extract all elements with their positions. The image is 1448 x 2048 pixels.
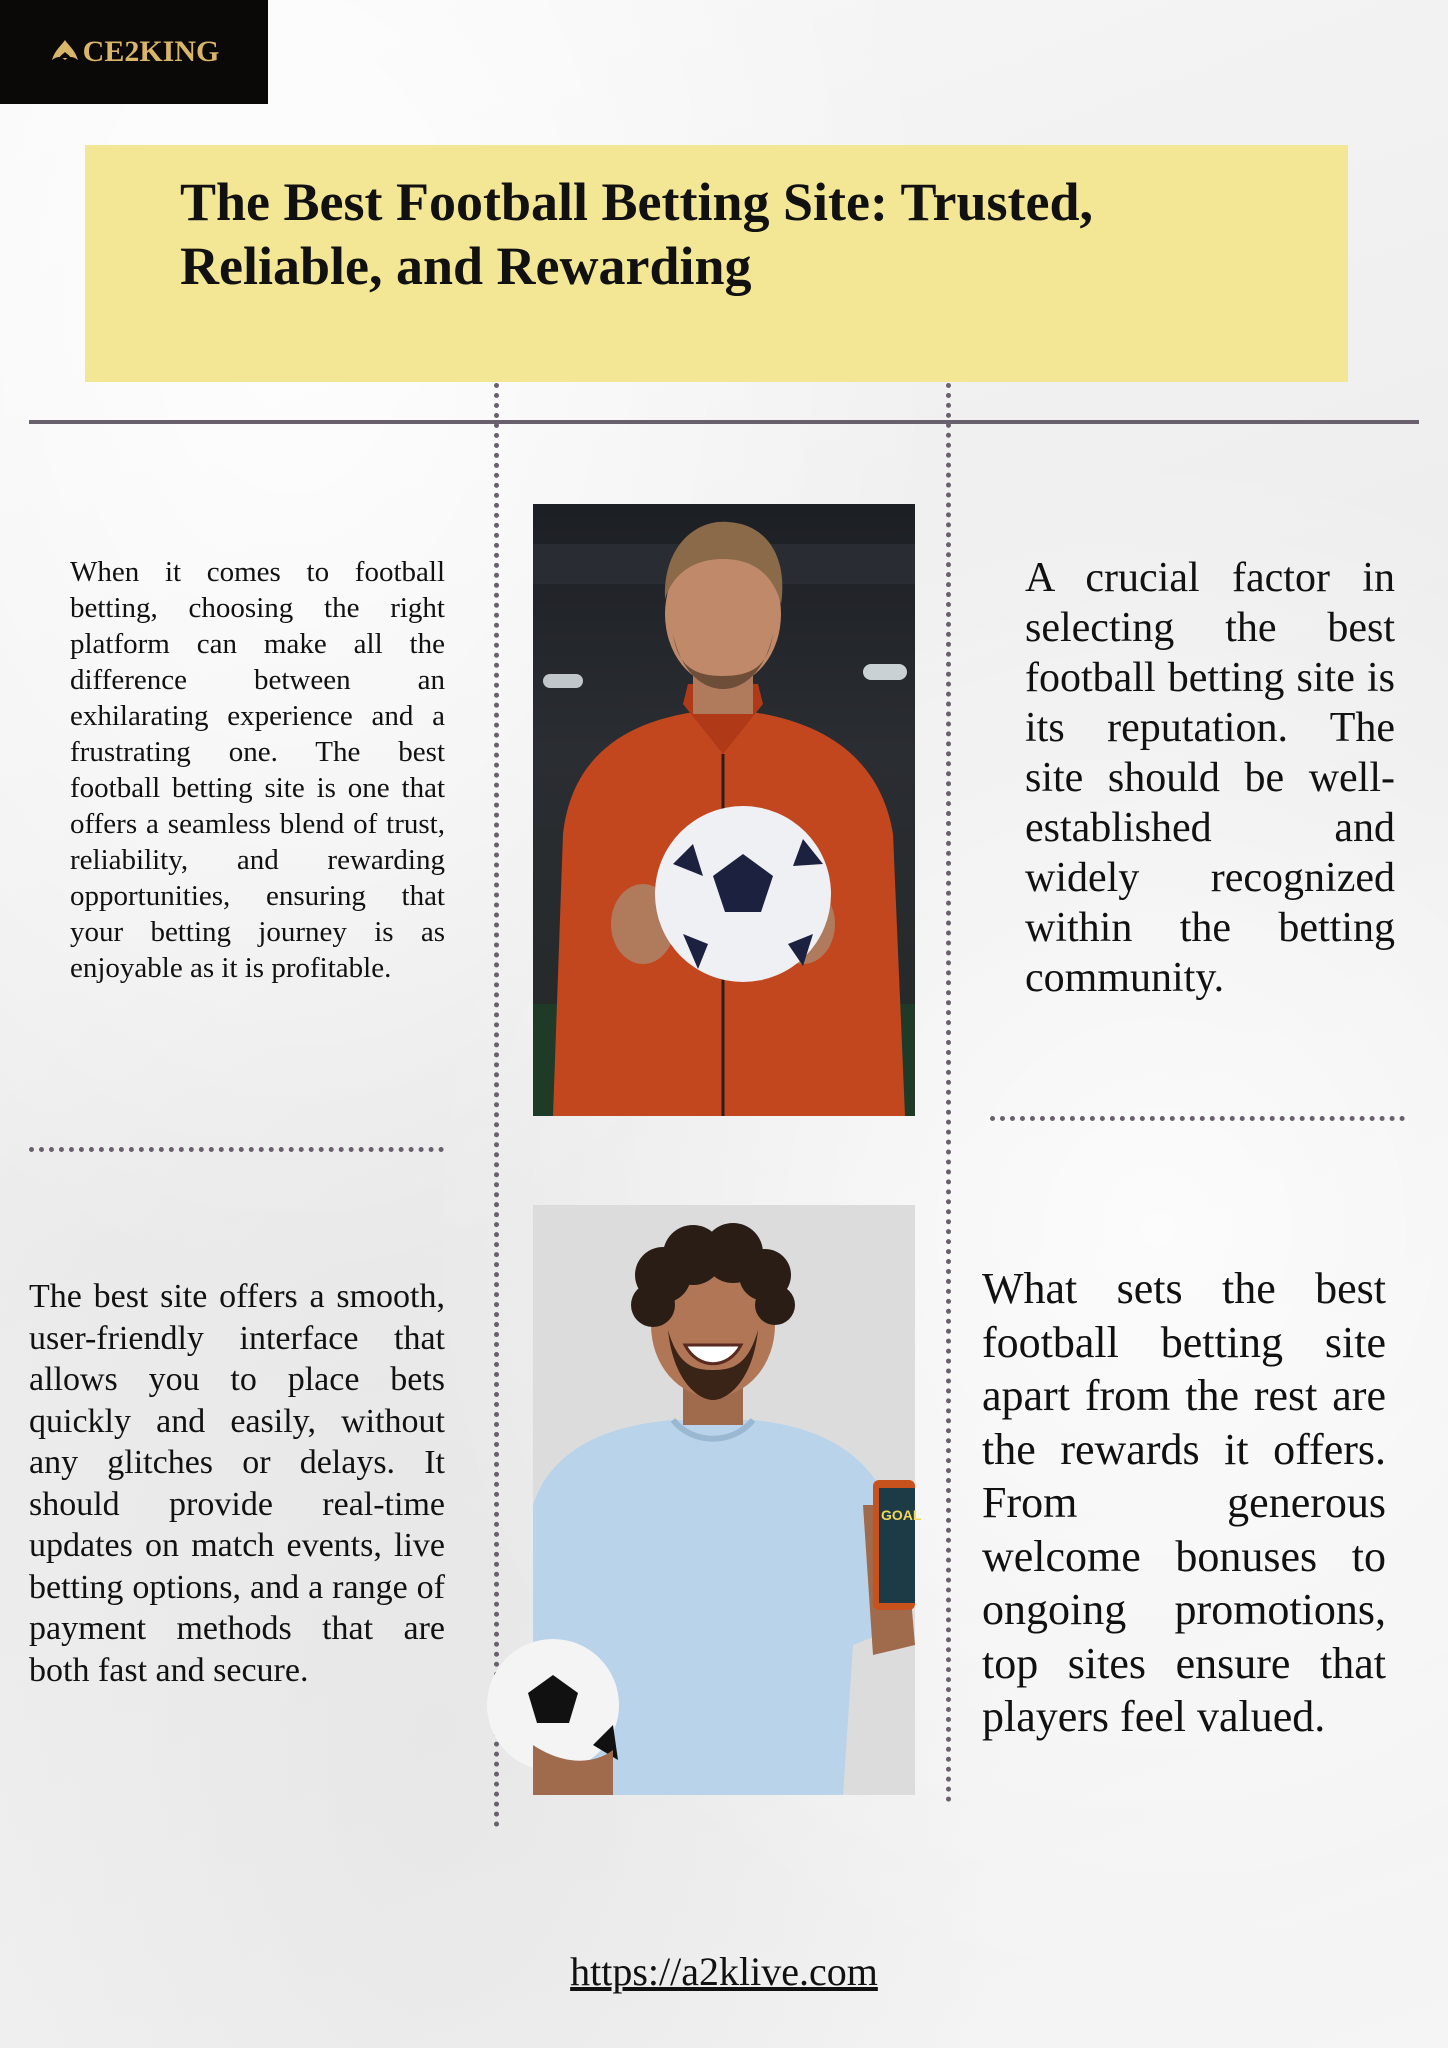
interface-paragraph: The best site offers a smooth, user-friendly interface that allows you to place bets quickly and easily, without any glitches or delays. It should provide real-time updates on match events, live betting options, and a range of payment methods that are both fast and secure.: [29, 1278, 445, 1689]
reputation-paragraph: A crucial factor in selecting the best football betting site is its reputation. The site should be well-established and widely recognized within the betting community.: [1025, 555, 1395, 1001]
spade-crown-icon: [49, 36, 81, 68]
page-title: The Best Football Betting Site: Trusted, Reliable, and Rewarding: [180, 172, 1093, 296]
intro-paragraph: When it comes to football betting, choosing the right platform can make all the difference between an exhilarating experience and a frustrating one. The best football betting site is one that offers a seamless blend of trust, reliability, and rewarding opportunities, ensuring that your betting journey is as enjoyable as it is profitable.: [70, 556, 445, 984]
left-column-divider: [494, 383, 499, 1828]
fan-illustration: [533, 1205, 922, 1795]
logo-text: CE2KING: [82, 35, 220, 68]
player-illustration: [533, 504, 915, 1116]
phone-screen-text: GOAL: [881, 1507, 922, 1523]
smiling-fan-photo: [533, 1205, 922, 1795]
right-section-divider: [990, 1116, 1405, 1121]
football-player-photo: [533, 504, 915, 1116]
rewards-paragraph: What sets the best football betting site apart from the rest are the rewards it offers. From generous welcome bonuses to ongoing promotions, top sites ensure that players feel valued.: [982, 1264, 1386, 1741]
header-divider: [29, 420, 1419, 424]
left-section-divider: [29, 1147, 444, 1152]
website-link[interactable]: https://a2klive.com: [570, 1949, 878, 1994]
brand-logo: [0, 0, 268, 104]
right-column-divider: [946, 383, 951, 1803]
